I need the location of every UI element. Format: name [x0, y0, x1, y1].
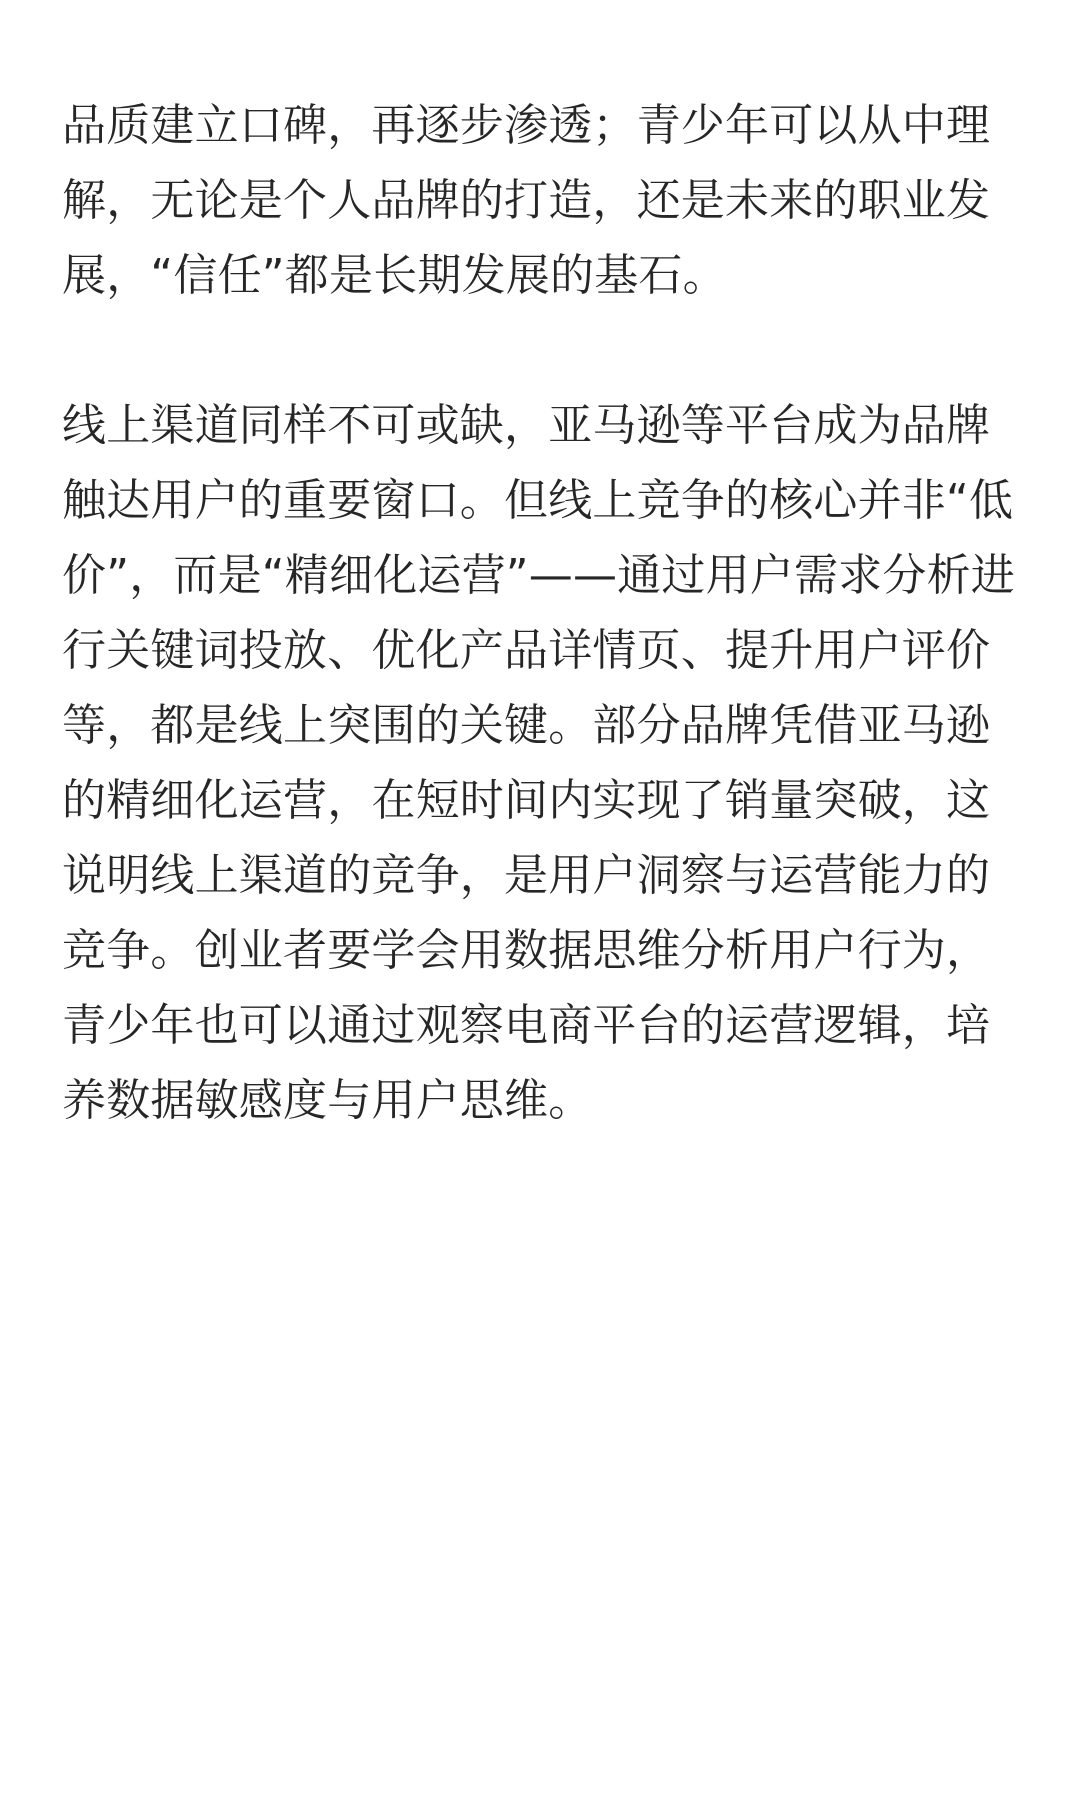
article-body [62, 88, 1025, 1138]
paragraph-trust: 品质建立口碑，再逐步渗透；青少年可以从中理解，无论是个人品牌的打造，还是未来的职业发展，“信任”都是长期发展的基石。 [62, 100, 991, 301]
paragraph-online-channels: 线上渠道同样不可或缺，亚马逊等平台成为品牌触达用户的重要窗口。但线上竞争的核心并非“低价”，而是“精细化运营”——通过用户需求分析进行关键词投放、优化产品详情页、提升用户评价等，都是线上突围的关键。部分品牌凭借亚马逊的精细化运营，在短时间内实现了销量突破，这说明线上渠道的竞争，是用户洞察与运营能力的竞争。创业者要学会用数据思维分析用户行为，青少年也可以通过观察电商平台的运营逻辑，培养数据敏感度与用户思维。 [62, 400, 1015, 1126]
